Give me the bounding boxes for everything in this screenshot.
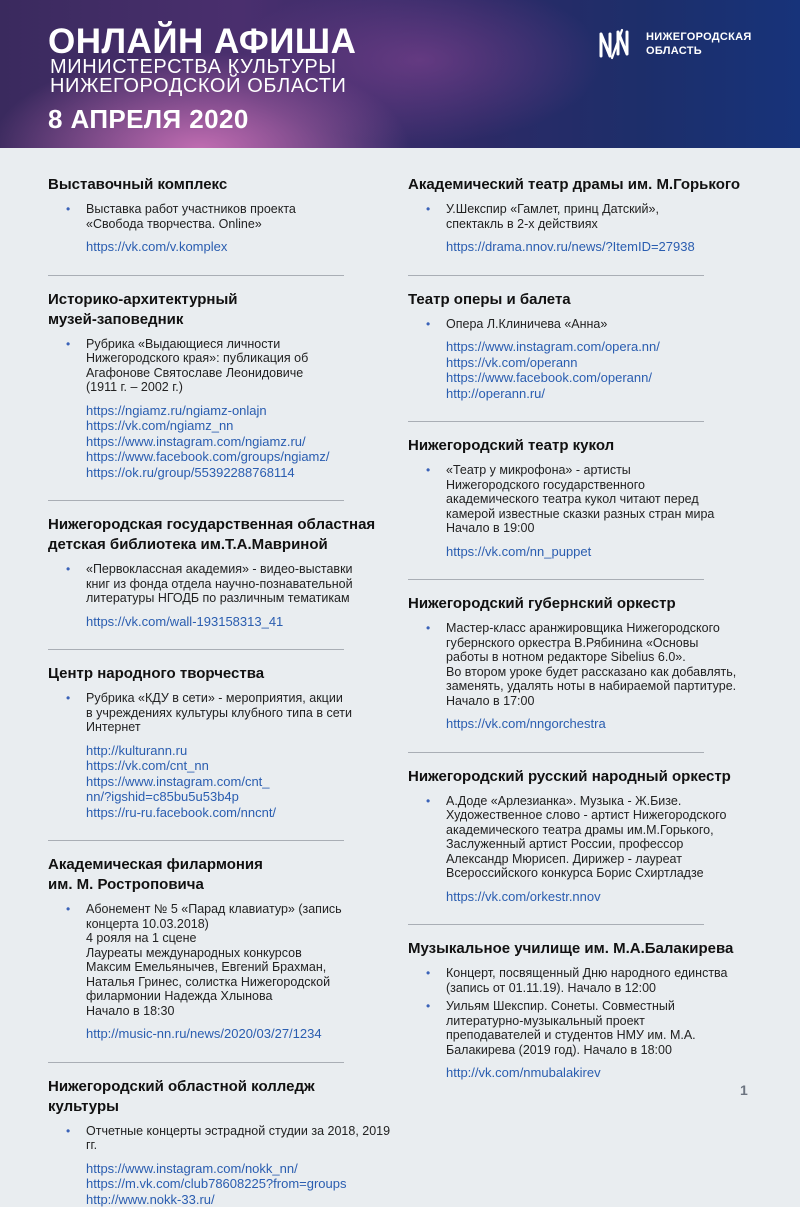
venue-title	[48, 290, 398, 330]
event-text-line: Нижегородского края»: публикация об	[86, 351, 398, 366]
venue-section	[408, 436, 778, 559]
venue-section	[48, 1077, 398, 1207]
section-divider	[408, 579, 704, 580]
event-text-line: • Рубрика «КДУ в сети» - мероприятия, акции	[86, 691, 398, 706]
event-text-line: Агафонове Святославе Леонидовиче	[86, 366, 398, 381]
event-item	[408, 621, 778, 708]
left-column	[48, 175, 398, 1207]
link-list	[408, 716, 778, 732]
link-list	[408, 1065, 778, 1081]
venue-title-line: Нижегородская государственная областная	[48, 515, 398, 535]
region-logo	[598, 28, 752, 60]
link-list	[408, 544, 778, 560]
event-text-line: (запись от 01.11.19). Начало в 12:00	[446, 981, 778, 996]
venue-link[interactable]: https://www.instagram.com/cnt_	[86, 774, 398, 790]
event-item	[408, 202, 778, 231]
event-text-line: заменять, удалять ноты в набираемой партитуре.	[446, 679, 778, 694]
venue-title	[48, 855, 398, 895]
venue-link[interactable]: https://ok.ru/group/55392288768114	[86, 465, 398, 481]
venue-link[interactable]: https://vk.com/orkestr.nnov	[446, 889, 778, 905]
section-divider	[48, 649, 344, 650]
event-text-line: Александр Мюрисеп. Дирижер - лауреат	[446, 852, 778, 867]
link-list	[408, 889, 778, 905]
venue-title	[48, 175, 398, 195]
venue-link[interactable]: http://vk.com/nmubalakirev	[446, 1065, 778, 1081]
event-text-line: Нижегородского государственного	[446, 478, 778, 493]
logo-text	[646, 30, 752, 58]
event-list	[408, 794, 778, 881]
venue-title-line: Нижегородский областной колледж	[48, 1077, 398, 1097]
event-text-line: литературно-музыкальный проект	[446, 1014, 778, 1029]
venue-link[interactable]: https://vk.com/nn_puppet	[446, 544, 778, 560]
event-text-line: преподавателей и студентов НМУ им. М.А.	[446, 1028, 778, 1043]
event-text-line: • Абонемент № 5 «Парад клавиатур» (запись	[86, 902, 398, 917]
event-text-line: академического театра драмы им.М.Горького,	[446, 823, 778, 838]
event-item	[408, 966, 778, 995]
event-text-line: «Свобода творчества. Online»	[86, 217, 398, 232]
venue-title	[48, 664, 398, 684]
event-text-line: • Выставка работ участников проекта	[86, 202, 398, 217]
event-item	[408, 463, 778, 536]
section-divider	[48, 840, 344, 841]
section-divider	[408, 275, 704, 276]
page-number: 1	[740, 1082, 748, 1098]
venue-title-line: Центр народного творчества	[48, 664, 398, 684]
venue-title	[408, 436, 778, 456]
event-text-line: • Рубрика «Выдающиеся личности	[86, 337, 398, 352]
event-list	[408, 621, 778, 708]
event-text-line: • Мастер-класс аранжировщика Нижегородского	[446, 621, 778, 636]
event-text-line: концерта 10.03.2018)	[86, 917, 398, 932]
section-divider	[48, 275, 344, 276]
event-text-line: книг из фонда отдела научно-познавательной	[86, 577, 398, 592]
logo-text-line: НИЖЕГОРОДСКАЯ	[646, 30, 752, 44]
venue-section	[48, 664, 398, 820]
venue-link[interactable]: nn/?igshid=c85bu5u53b4p	[86, 789, 398, 805]
event-text-line: Заслуженный артист России, профессор	[446, 837, 778, 852]
event-text-line: спектакль в 2-х действиях	[446, 217, 778, 232]
event-text-line: • Концерт, посвященный Дню народного единства	[446, 966, 778, 981]
event-text-line: Художественное слово - артист Нижегородского	[446, 808, 778, 823]
venue-title	[408, 290, 778, 310]
venue-section	[408, 594, 778, 732]
event-date: 8 АПРЕЛЯ 2020	[48, 104, 249, 135]
event-text-line: литературы НГОДБ по различным тематикам	[86, 591, 398, 606]
event-list	[48, 202, 398, 231]
venue-title-line: Музыкальное училище им. М.А.Балакирева	[408, 939, 778, 959]
event-text-line: Всероссийского конкурса Борис Схиртладзе	[446, 866, 778, 881]
event-list	[48, 902, 398, 1018]
link-list	[408, 239, 778, 255]
venue-link[interactable]: https://www.instagram.com/opera.nn/	[446, 339, 778, 355]
section-divider	[408, 924, 704, 925]
header-banner	[0, 0, 800, 148]
venue-link[interactable]: https://vk.com/operann	[446, 355, 778, 371]
event-item	[48, 337, 398, 395]
event-list	[48, 1124, 398, 1153]
venue-link[interactable]: https://vk.com/wall-193158313_41	[86, 614, 398, 630]
event-text-line: • А.Доде «Арлезианка». Музыка - Ж.Бизе.	[446, 794, 778, 809]
venue-title	[48, 1077, 398, 1117]
venue-title-line: Театр оперы и балета	[408, 290, 778, 310]
venue-title-line: Нижегородский губернский оркестр	[408, 594, 778, 614]
event-text-line: Максим Емельянычев, Евгений Брахман,	[86, 960, 398, 975]
venue-title-line: Академический театр драмы им. М.Горького	[408, 175, 778, 195]
venue-title-line: Историко-архитектурный	[48, 290, 398, 310]
event-text-line: • Опера Л.Клиничева «Анна»	[446, 317, 778, 332]
venue-link[interactable]: https://www.facebook.com/groups/ngiamz/	[86, 449, 398, 465]
link-list	[48, 1161, 398, 1207]
event-list	[408, 966, 778, 1057]
venue-link[interactable]: https://drama.nnov.ru/news/?ItemID=27938	[446, 239, 778, 255]
logo-text-line: ОБЛАСТЬ	[646, 44, 752, 58]
event-item	[48, 562, 398, 606]
venue-title-line: музей-заповедник	[48, 310, 398, 330]
event-text-line: Наталья Гринес, солистка Нижегородской	[86, 975, 398, 990]
venue-section	[408, 290, 778, 402]
event-text-line: академического театра кукол читают перед	[446, 492, 778, 507]
venue-link[interactable]: https://vk.com/nngorchestra	[446, 716, 778, 732]
link-list	[48, 614, 398, 630]
venue-section	[408, 939, 778, 1081]
event-item	[408, 999, 778, 1057]
venue-title-line: детская библиотека им.Т.А.Мавриной	[48, 535, 398, 555]
venue-title	[408, 939, 778, 959]
event-item	[48, 902, 398, 1018]
venue-section	[408, 767, 778, 905]
section-divider	[408, 421, 704, 422]
venue-link[interactable]: https://vk.com/ngiamz_nn	[86, 418, 398, 434]
event-text-line: Во втором уроке будет рассказано как добавлять,	[446, 665, 778, 680]
event-list	[48, 691, 398, 735]
section-divider	[48, 1062, 344, 1063]
venue-title-line: Нижегородский театр кукол	[408, 436, 778, 456]
event-text-line: Начало в 19:00	[446, 521, 778, 536]
subtitle-line: МИНИСТЕРСТВА КУЛЬТУРЫ	[50, 58, 347, 77]
right-column	[408, 175, 778, 1081]
event-list	[408, 317, 778, 332]
venue-title-line: Академическая филармония	[48, 855, 398, 875]
venue-title	[408, 594, 778, 614]
event-item	[48, 691, 398, 735]
venue-section	[408, 175, 778, 255]
venue-title	[408, 767, 778, 787]
venue-link[interactable]: https://vk.com/v.komplex	[86, 239, 398, 255]
venue-title-line: им. М. Ростроповича	[48, 875, 398, 895]
page-subtitle	[50, 58, 347, 96]
event-text-line: в учреждениях культуры клубного типа в сети	[86, 706, 398, 721]
event-item	[48, 202, 398, 231]
event-text-line: камерой известные сказки разных стран мира	[446, 507, 778, 522]
venue-title-line: культуры	[48, 1097, 398, 1117]
venue-title-line: Выставочный комплекс	[48, 175, 398, 195]
venue-link[interactable]: https://www.facebook.com/operann/	[446, 370, 778, 386]
region-logo-icon	[598, 28, 636, 60]
venue-link[interactable]: https://www.instagram.com/ngiamz.ru/	[86, 434, 398, 450]
event-text-line: • Отчетные концерты эстрадной студии за 2018, 2019 гг.	[86, 1124, 398, 1153]
venue-link[interactable]: https://ru-ru.facebook.com/nncnt/	[86, 805, 398, 821]
link-list	[408, 339, 778, 401]
venue-link[interactable]: https://ngiamz.ru/ngiamz-onlajn	[86, 403, 398, 419]
event-text-line: • Уильям Шекспир. Сонеты. Совместный	[446, 999, 778, 1014]
venue-link[interactable]: https://vk.com/cnt_nn	[86, 758, 398, 774]
link-list	[48, 1026, 398, 1042]
venue-section	[48, 855, 398, 1042]
venue-link[interactable]: http://music-nn.ru/news/2020/03/27/1234	[86, 1026, 398, 1042]
venue-section	[48, 290, 398, 481]
event-text-line: Интернет	[86, 720, 398, 735]
subtitle-line: НИЖЕГОРОДСКОЙ ОБЛАСТИ	[50, 77, 347, 96]
venue-section	[48, 175, 398, 255]
venue-section	[48, 515, 398, 629]
venue-link[interactable]: https://m.vk.com/club78608225?from=groups	[86, 1176, 398, 1192]
link-list	[48, 403, 398, 481]
event-list	[408, 202, 778, 231]
event-text-line: • У.Шекспир «Гамлет, принц Датский»,	[446, 202, 778, 217]
event-item	[48, 1124, 398, 1153]
page-title: ОНЛАЙН АФИША	[48, 22, 356, 62]
event-list	[48, 562, 398, 606]
venue-link[interactable]: https://www.instagram.com/nokk_nn/	[86, 1161, 398, 1177]
venue-title-line: Нижегородский русский народный оркестр	[408, 767, 778, 787]
event-text-line: Лауреаты международных конкурсов	[86, 946, 398, 961]
event-list	[408, 463, 778, 536]
link-list	[48, 743, 398, 821]
event-text-line: губернского оркестра В.Рябинина «Основы	[446, 636, 778, 651]
link-list	[48, 239, 398, 255]
event-text-line: (1911 г. – 2002 г.)	[86, 380, 398, 395]
event-item	[408, 794, 778, 881]
venue-link[interactable]: http://www.nokk-33.ru/	[86, 1192, 398, 1207]
event-list	[48, 337, 398, 395]
event-text-line: 4 рояля на 1 сцене	[86, 931, 398, 946]
section-divider	[408, 752, 704, 753]
event-text-line: Балакирева (2019 год). Начало в 18:00	[446, 1043, 778, 1058]
event-text-line: филармонии Надежда Хлынова	[86, 989, 398, 1004]
section-divider	[48, 500, 344, 501]
event-text-line: Начало в 17:00	[446, 694, 778, 709]
venue-link[interactable]: http://kulturann.ru	[86, 743, 398, 759]
event-text-line: Начало в 18:30	[86, 1004, 398, 1019]
event-text-line: • «Первоклассная академия» - видео-выставки	[86, 562, 398, 577]
venue-title	[48, 515, 398, 555]
event-text-line: • «Театр у микрофона» - артисты	[446, 463, 778, 478]
event-text-line: работы в нотном редакторе Sibelius 6.0».	[446, 650, 778, 665]
venue-link[interactable]: http://operann.ru/	[446, 386, 778, 402]
venue-title	[408, 175, 778, 195]
event-item	[408, 317, 778, 332]
